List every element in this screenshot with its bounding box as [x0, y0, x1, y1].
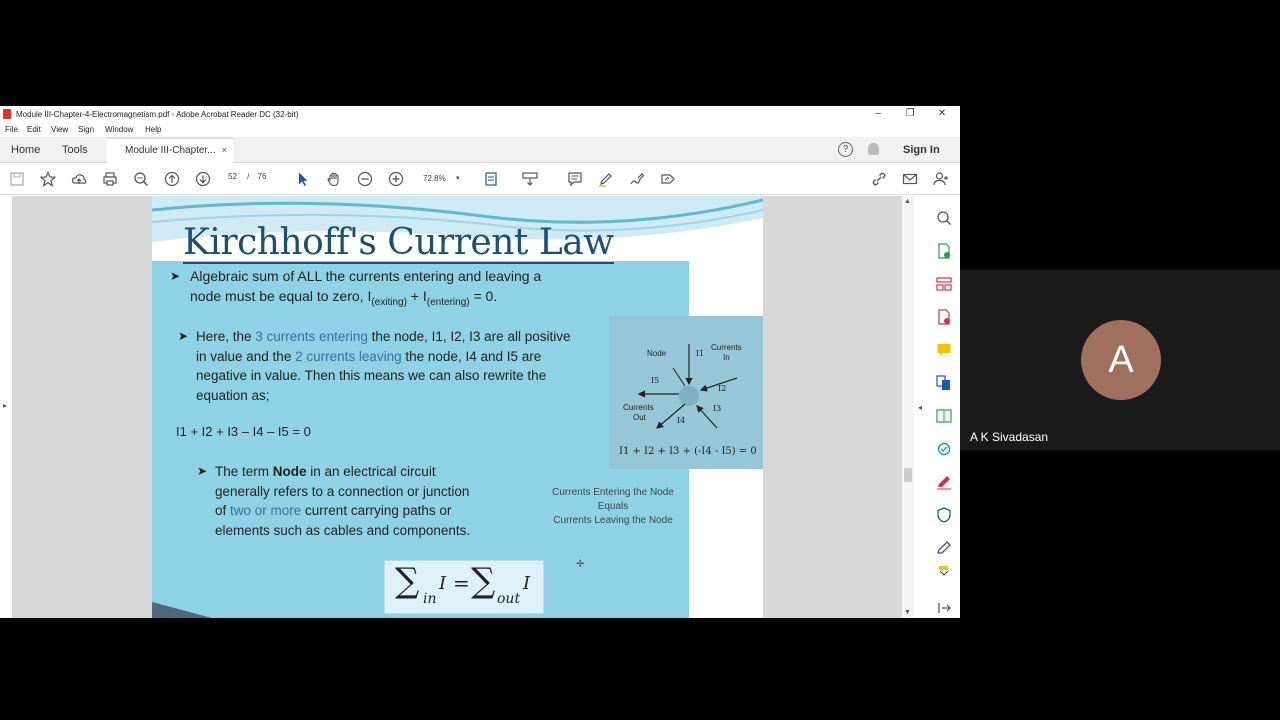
fill-sign-icon[interactable] [660, 171, 676, 187]
bullet1-sub-entering: (entering) [426, 296, 470, 308]
figure-currents-out-label-2: Out [633, 413, 646, 422]
bullet3-highlight: two or more [230, 503, 302, 518]
zoom-level-select[interactable] [416, 172, 466, 186]
chevron-down-icon: ▾ [456, 175, 460, 182]
scrollbar-thumb[interactable] [904, 468, 912, 482]
sum-equals: = [453, 571, 470, 595]
kcl-equation: I1 + I2 + I3 – I4 – I5 = 0 [176, 424, 311, 439]
figure-i2-label: I2 [718, 384, 727, 393]
left-panel-toggle[interactable] [0, 196, 12, 618]
comment-tool-icon[interactable] [936, 342, 952, 358]
email-icon[interactable] [902, 171, 918, 187]
bullet1-end: = 0. [469, 288, 498, 304]
toolbar [0, 163, 960, 195]
add-user-icon[interactable] [933, 171, 949, 187]
tab-bar [0, 137, 960, 163]
previous-page-icon[interactable] [164, 171, 180, 187]
organize-pages-icon[interactable] [936, 276, 952, 292]
window-title: Module III-Chapter-4-Electromagnetism.pdf - Adobe Acrobat Reader DC (32-bit) [16, 110, 299, 119]
figure-i1-label: I1 [696, 349, 705, 358]
node-arrows-diagram [609, 316, 763, 441]
bullet1-plus: + I [406, 288, 427, 304]
bookmark-star-icon[interactable] [40, 171, 56, 187]
menu-view[interactable]: View [51, 125, 69, 134]
participant-tile[interactable] [960, 270, 1280, 450]
bullet2-highlight-entering: 3 currents entering [255, 329, 368, 344]
sigma-symbol-in: ∑ [395, 561, 420, 601]
right-tools-panel [914, 196, 960, 618]
highlight-pen-icon[interactable] [598, 171, 614, 187]
zoom-level-value: 72.8% [423, 174, 446, 183]
hand-tool-icon[interactable] [326, 171, 342, 187]
expand-left-panel-icon[interactable]: ▸ [3, 401, 8, 410]
comment-icon[interactable] [567, 171, 583, 187]
menu-bar [0, 123, 960, 137]
sum-i-right: I [523, 573, 531, 594]
sum-i-left: I [439, 573, 447, 594]
menu-file[interactable]: File [5, 125, 18, 134]
bullet2-text-c: in value and the [196, 348, 296, 364]
zoom-search-icon[interactable] [133, 171, 149, 187]
sum-subscript-in: in [423, 591, 437, 607]
bullet1-line1: Algebraic sum of ALL the currents entering and leaving a [190, 268, 542, 284]
minimize-button[interactable]: – [875, 108, 881, 119]
create-pdf-icon[interactable] [936, 309, 952, 325]
print-icon[interactable] [102, 171, 118, 187]
tab-document-label: Module III-Chapter... [125, 145, 216, 156]
note-line-1: Currents Entering the Node [552, 487, 674, 498]
help-icon[interactable]: ? [838, 142, 853, 157]
current-page-input[interactable]: 52 [228, 172, 237, 181]
scrolling-mode-icon[interactable] [522, 171, 538, 187]
bullet3-text-d: of [215, 503, 231, 518]
bullet-arrow-icon: ➤ [170, 269, 181, 283]
page-separator: / [247, 172, 250, 181]
bullet3-text-c: generally refers to a connection or junction [215, 483, 470, 499]
menu-edit[interactable]: Edit [27, 125, 41, 134]
zoom-in-icon[interactable] [388, 171, 404, 187]
figure-i5-label: I5 [651, 376, 660, 385]
next-page-icon[interactable] [195, 171, 211, 187]
bullet-algebraic-sum [170, 266, 630, 313]
page-number-box[interactable] [228, 172, 267, 181]
pdf-app-icon [3, 109, 11, 119]
summation-formula-box [384, 560, 544, 614]
bullet3-text-f: elements such as cables and components. [215, 522, 471, 538]
bullet3-text-b: in an electrical circuit [306, 464, 436, 479]
bullet-arrow-icon: ➤ [197, 464, 208, 478]
figure-i4-label: I4 [677, 416, 686, 425]
figure-currents-in-label-2: In [723, 353, 730, 362]
notification-bell-icon[interactable] [868, 143, 879, 155]
bullet2-highlight-leaving: 2 currents leaving [295, 348, 402, 364]
slide-page [152, 196, 763, 618]
sigma-symbol-out: ∑ [471, 561, 496, 601]
mouse-cursor-icon: ✛ [576, 559, 585, 570]
fill-sign-tool-icon[interactable] [936, 474, 952, 490]
bullet2-text-a: Here, the [196, 329, 256, 344]
bullet-arrow-icon: ➤ [178, 329, 189, 343]
bullet-node-definition [197, 462, 535, 540]
export-pdf-icon[interactable] [936, 243, 952, 259]
title-bar [0, 106, 960, 123]
restore-button[interactable]: ❐ [905, 108, 915, 119]
sign-in-button[interactable]: Sign In [903, 144, 940, 156]
tab-document[interactable] [107, 137, 233, 163]
search-icon[interactable] [936, 210, 952, 226]
protect-shield-icon[interactable] [936, 507, 952, 523]
figure-node-label: Node [647, 349, 667, 358]
bullet3-text-e: current carrying paths or [301, 503, 452, 518]
close-window-button[interactable]: ✕ [937, 108, 947, 119]
menu-window[interactable]: Window [105, 125, 134, 134]
bullet2-text-b: the node, I1, I2, I3 are all positive [367, 329, 571, 344]
menu-help[interactable]: Help [145, 125, 162, 134]
edit-pdf-icon[interactable] [936, 408, 952, 424]
combine-files-icon[interactable] [936, 375, 952, 391]
participant-name: A K Sivadasan [970, 430, 1049, 444]
bullet2-text-e: negative in value. Then this means we can also rewrite the [196, 368, 547, 383]
document-area[interactable] [12, 196, 902, 618]
draw-pen-icon[interactable] [629, 171, 645, 187]
protect-scan-icon[interactable] [936, 441, 952, 457]
note-line-3: Currents Leaving the Node [553, 515, 673, 526]
slide-corner-decoration [152, 596, 212, 618]
bullet-three-currents [178, 327, 608, 405]
more-tools-icon[interactable] [936, 563, 952, 573]
figure-currents-out-label-1: Currents [623, 403, 654, 412]
figure-currents-in-label-1: Currents [711, 343, 742, 352]
sign-pen-icon[interactable] [936, 540, 952, 556]
bullet1-sub-exiting: (exiting) [371, 296, 407, 308]
note-line-2: Equals [597, 501, 629, 512]
save-icon[interactable] [9, 171, 25, 187]
cloud-upload-icon[interactable] [71, 171, 87, 187]
bullet2-text-f: equation as; [196, 387, 270, 403]
vertical-scrollbar[interactable] [902, 196, 914, 618]
share-link-icon[interactable] [871, 171, 887, 187]
select-cursor-icon[interactable] [295, 171, 311, 187]
sum-subscript-out: out [497, 591, 521, 607]
bullet1-line2: node must be equal to zero, I [190, 288, 372, 304]
total-pages: 76 [257, 172, 267, 181]
kcl-summary-note [530, 486, 696, 528]
bullet3-node-term: Node [272, 464, 307, 479]
page-fit-icon[interactable] [483, 171, 499, 187]
kcl-node-figure [609, 316, 763, 469]
bullet3-text-a: The term [215, 464, 273, 479]
tab-home[interactable]: Home [11, 144, 41, 156]
collapse-panel-icon[interactable]: ◂ [918, 403, 923, 412]
tab-tools[interactable]: Tools [62, 144, 88, 156]
slide-title: Kirchhoff's Current Law [183, 222, 614, 263]
bullet2-text-d: the node, I4 and I5 are [401, 348, 542, 364]
acrobat-window [0, 106, 960, 618]
collapse-right-panel-icon[interactable] [936, 600, 952, 616]
scroll-down-icon[interactable]: ▼ [904, 609, 911, 616]
close-tab-icon[interactable]: × [221, 145, 227, 155]
zoom-out-icon[interactable] [357, 171, 373, 187]
figure-formula: I1 + I2 + I3 + (-I4 - I5) = 0 [619, 446, 757, 457]
participant-avatar: A [1081, 320, 1161, 400]
figure-i3-label: I3 [713, 404, 722, 413]
scroll-up-icon[interactable]: ▲ [904, 198, 911, 205]
menu-sign[interactable]: Sign [78, 125, 95, 134]
